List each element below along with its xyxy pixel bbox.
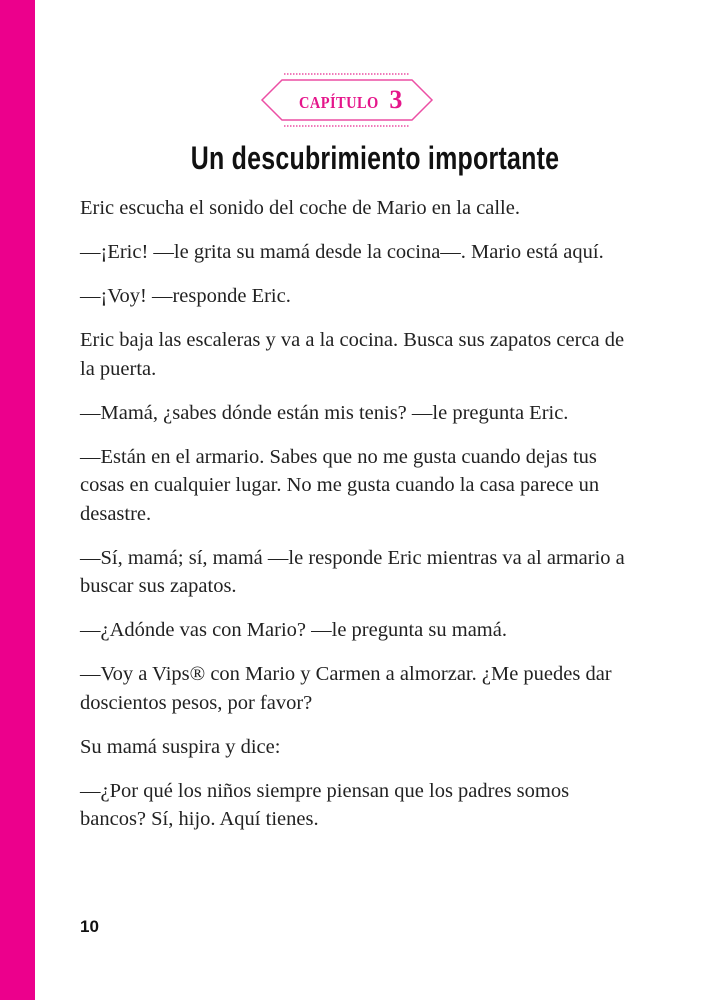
paragraph: Eric baja las escaleras y va a la cocina. Busca sus zapatos cerca de la puerta. — [80, 329, 625, 380]
chapter-number: 3 — [389, 85, 403, 114]
paragraph: Su mamá suspira y dice: — [80, 735, 281, 758]
page-number: 10 — [80, 917, 99, 936]
chapter-badge — [260, 72, 434, 128]
body-text — [80, 194, 640, 849]
paragraph: —¡Voy! —responde Eric. — [80, 285, 291, 307]
paragraph: Eric escucha el sonido del coche de Mario en la calle. — [80, 197, 520, 219]
chapter-label: CAPÍTULO — [298, 93, 379, 112]
paragraph: —¿Por qué los niños siempre piensan que los padres somos bancos? Sí, hijo. Aquí tienes. — [80, 779, 570, 830]
paragraph: —¿Adónde vas con Mario? —le pregunta su mamá. — [80, 619, 507, 641]
chapter-title: Un descubrimiento importante — [190, 140, 560, 176]
paragraph: —Voy a Vips® con Mario y Carmen a almorzar. ¿Me puedes dar doscientos pesos, por favor? — [80, 663, 612, 714]
paragraph: —Mamá, ¿sabes dónde están mis tenis? —le pregunta Eric. — [80, 401, 569, 424]
paragraph: —¡Eric! —le grita su mamá desde la cocina—. Mario está aquí. — [80, 241, 604, 263]
paragraph: —Están en el armario. Sabes que no me gusta cuando dejas tus cosas en cualquier lugar. No me gusta cuando la casa parece un desastre. — [80, 445, 600, 525]
paragraph: —Sí, mamá; sí, mamá —le responde Eric mientras va al armario a buscar sus zapatos. — [80, 546, 625, 597]
pink-margin-bar — [0, 0, 35, 1000]
